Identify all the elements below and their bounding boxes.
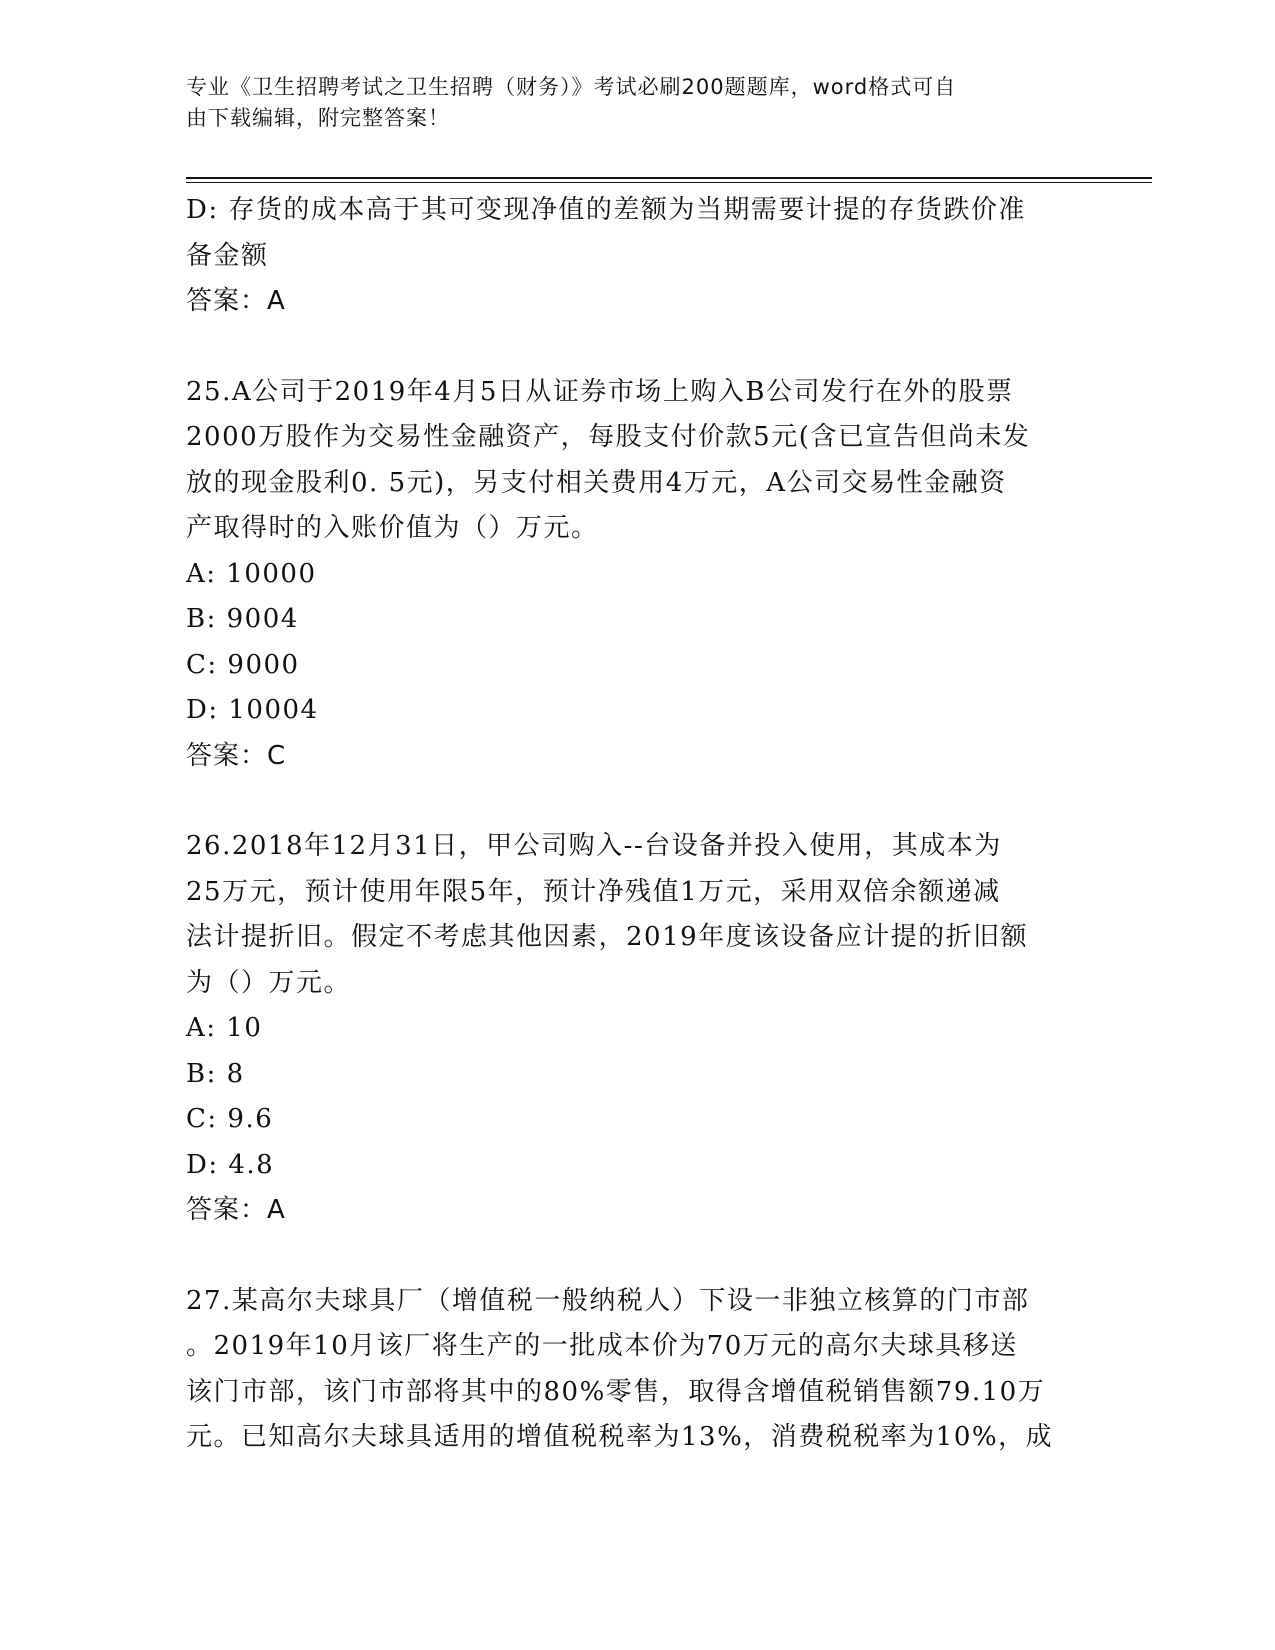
document-header (186, 72, 1066, 134)
spacer (186, 325, 1086, 370)
question-text-line: 该门市部，该门市部将其中的80%零售，取得含增值税销售额79.10万 (186, 1376, 1046, 1407)
question-text-line: 产取得时的入账价值为（）万元。 (186, 513, 599, 543)
option-b: B: 8 (186, 1058, 245, 1089)
question-text-line: 为（）万元。 (186, 967, 352, 998)
question-text-line: 。2019年10月该厂将生产的一批成本价为70万元的高尔夫球具移送 (186, 1331, 1018, 1361)
option-c: C: 9.6 (186, 1104, 274, 1134)
question-text-line: 放的现金股利0. 5元)，另支付相关费用4万元，A公司交易性金融资 (186, 467, 1007, 498)
header-rule-thin (186, 182, 1152, 183)
option-a: A: 10000 (186, 558, 317, 589)
header-line-1: 专业《卫生招聘考试之卫生招聘（财务）》考试必刷200题题库，word格式可自 (186, 75, 957, 99)
prev-question-tail (186, 188, 1086, 325)
question-text-line: 25.A公司于2019年4月5日从证券市场上购入B公司发行在外的股票 (186, 376, 1014, 407)
question-27 (186, 1279, 1086, 1461)
question-text-line: 26.2018年12月31日，甲公司购入--台设备并投入使用，其成本为 (186, 831, 1002, 861)
option-d-line-1: D: 存货的成本高于其可变现净值的差额为当期需要计提的存货跌价准 (186, 195, 1026, 225)
option-d: D: 10004 (186, 695, 319, 725)
answer: 答案：C (186, 740, 287, 771)
spacer (186, 779, 1086, 824)
question-text-line: 2000万股作为交易性金融资产，每股支付价款5元(含已宣告但尚未发 (186, 422, 1031, 452)
option-d-line-2: 备金额 (186, 240, 269, 271)
question-25 (186, 370, 1086, 780)
option-b: B: 9004 (186, 604, 299, 634)
question-text-line: 27.某高尔夫球具厂（增值税一般纳税人）下设一非独立核算的门市部 (186, 1285, 1030, 1316)
question-26 (186, 824, 1086, 1234)
option-c: C: 9000 (186, 649, 300, 680)
header-rule-thick (186, 177, 1152, 179)
header-line-2: 由下载编辑，附完整答案！ (186, 106, 450, 130)
option-d: D: 4.8 (186, 1149, 275, 1180)
answer: 答案：A (186, 286, 286, 316)
answer: 答案：A (186, 1195, 286, 1225)
option-a: A: 10 (186, 1013, 263, 1043)
spacer (186, 1234, 1086, 1279)
document-body (186, 188, 1086, 1461)
question-text-line: 法计提折旧。假定不考虑其他因素，2019年度该设备应计提的折旧额 (186, 922, 1029, 952)
question-text-line: 25万元，预计使用年限5年，预计净残值1万元，采用双倍余额递减 (186, 876, 1001, 907)
question-text-line: 元。已知高尔夫球具适用的增值税税率为13%，消费税税率为10%，成 (186, 1422, 1054, 1452)
